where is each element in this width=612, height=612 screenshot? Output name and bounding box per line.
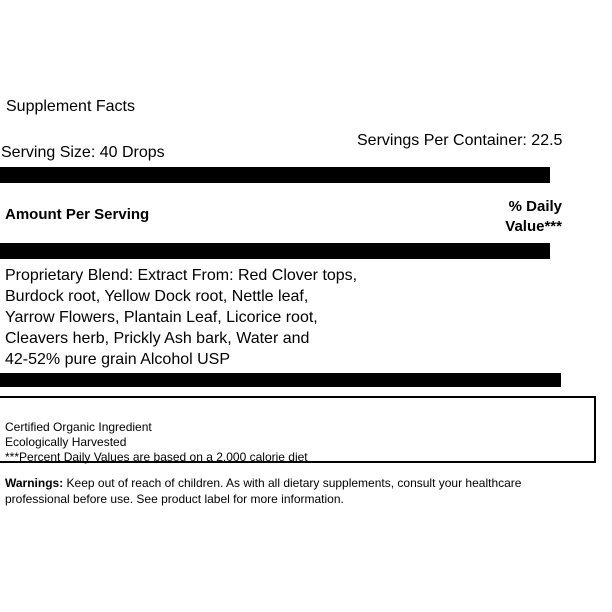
servings-per-container: Servings Per Container: 22.5 (357, 132, 563, 149)
warnings-label: Warnings: (5, 476, 64, 490)
divider-bar-middle (0, 243, 550, 259)
harvest-note: Ecologically Harvested (5, 435, 127, 449)
amount-per-serving-label: Amount Per Serving (5, 206, 150, 223)
supplement-facts-title: Supplement Facts (6, 98, 135, 115)
divider-bar-bottom (0, 373, 561, 387)
organic-note: Certified Organic Ingredient (5, 420, 152, 434)
divider-bar-top (0, 167, 550, 183)
warnings-text (5, 475, 560, 507)
serving-size: Serving Size: 40 Drops (1, 144, 165, 161)
notes-box (0, 396, 596, 463)
daily-value-line-1: % Daily (508, 198, 562, 215)
blend-line: 42-52% pure grain Alcohol USP (5, 351, 231, 368)
blend-line: Cleavers herb, Prickly Ash bark, Water and (5, 330, 310, 347)
blend-line: Burdock root, Yellow Dock root, Nettle leaf, (5, 288, 309, 305)
daily-value-line-2: Value*** (505, 218, 562, 235)
proprietary-blend (5, 265, 365, 370)
blend-line: Proprietary Blend: Extract From: Red Clover tops, (5, 267, 358, 284)
warnings-body: Keep out of reach of children. As with all dietary supplements, consult your healthcare professional before use. See product label for more information. (5, 476, 522, 506)
blend-line: Yarrow Flowers, Plantain Leaf, Licorice root, (5, 309, 318, 326)
daily-value-footnote: ***Percent Daily Values are based on a 2,000 calorie diet (5, 450, 308, 464)
daily-value-header (476, 197, 562, 237)
